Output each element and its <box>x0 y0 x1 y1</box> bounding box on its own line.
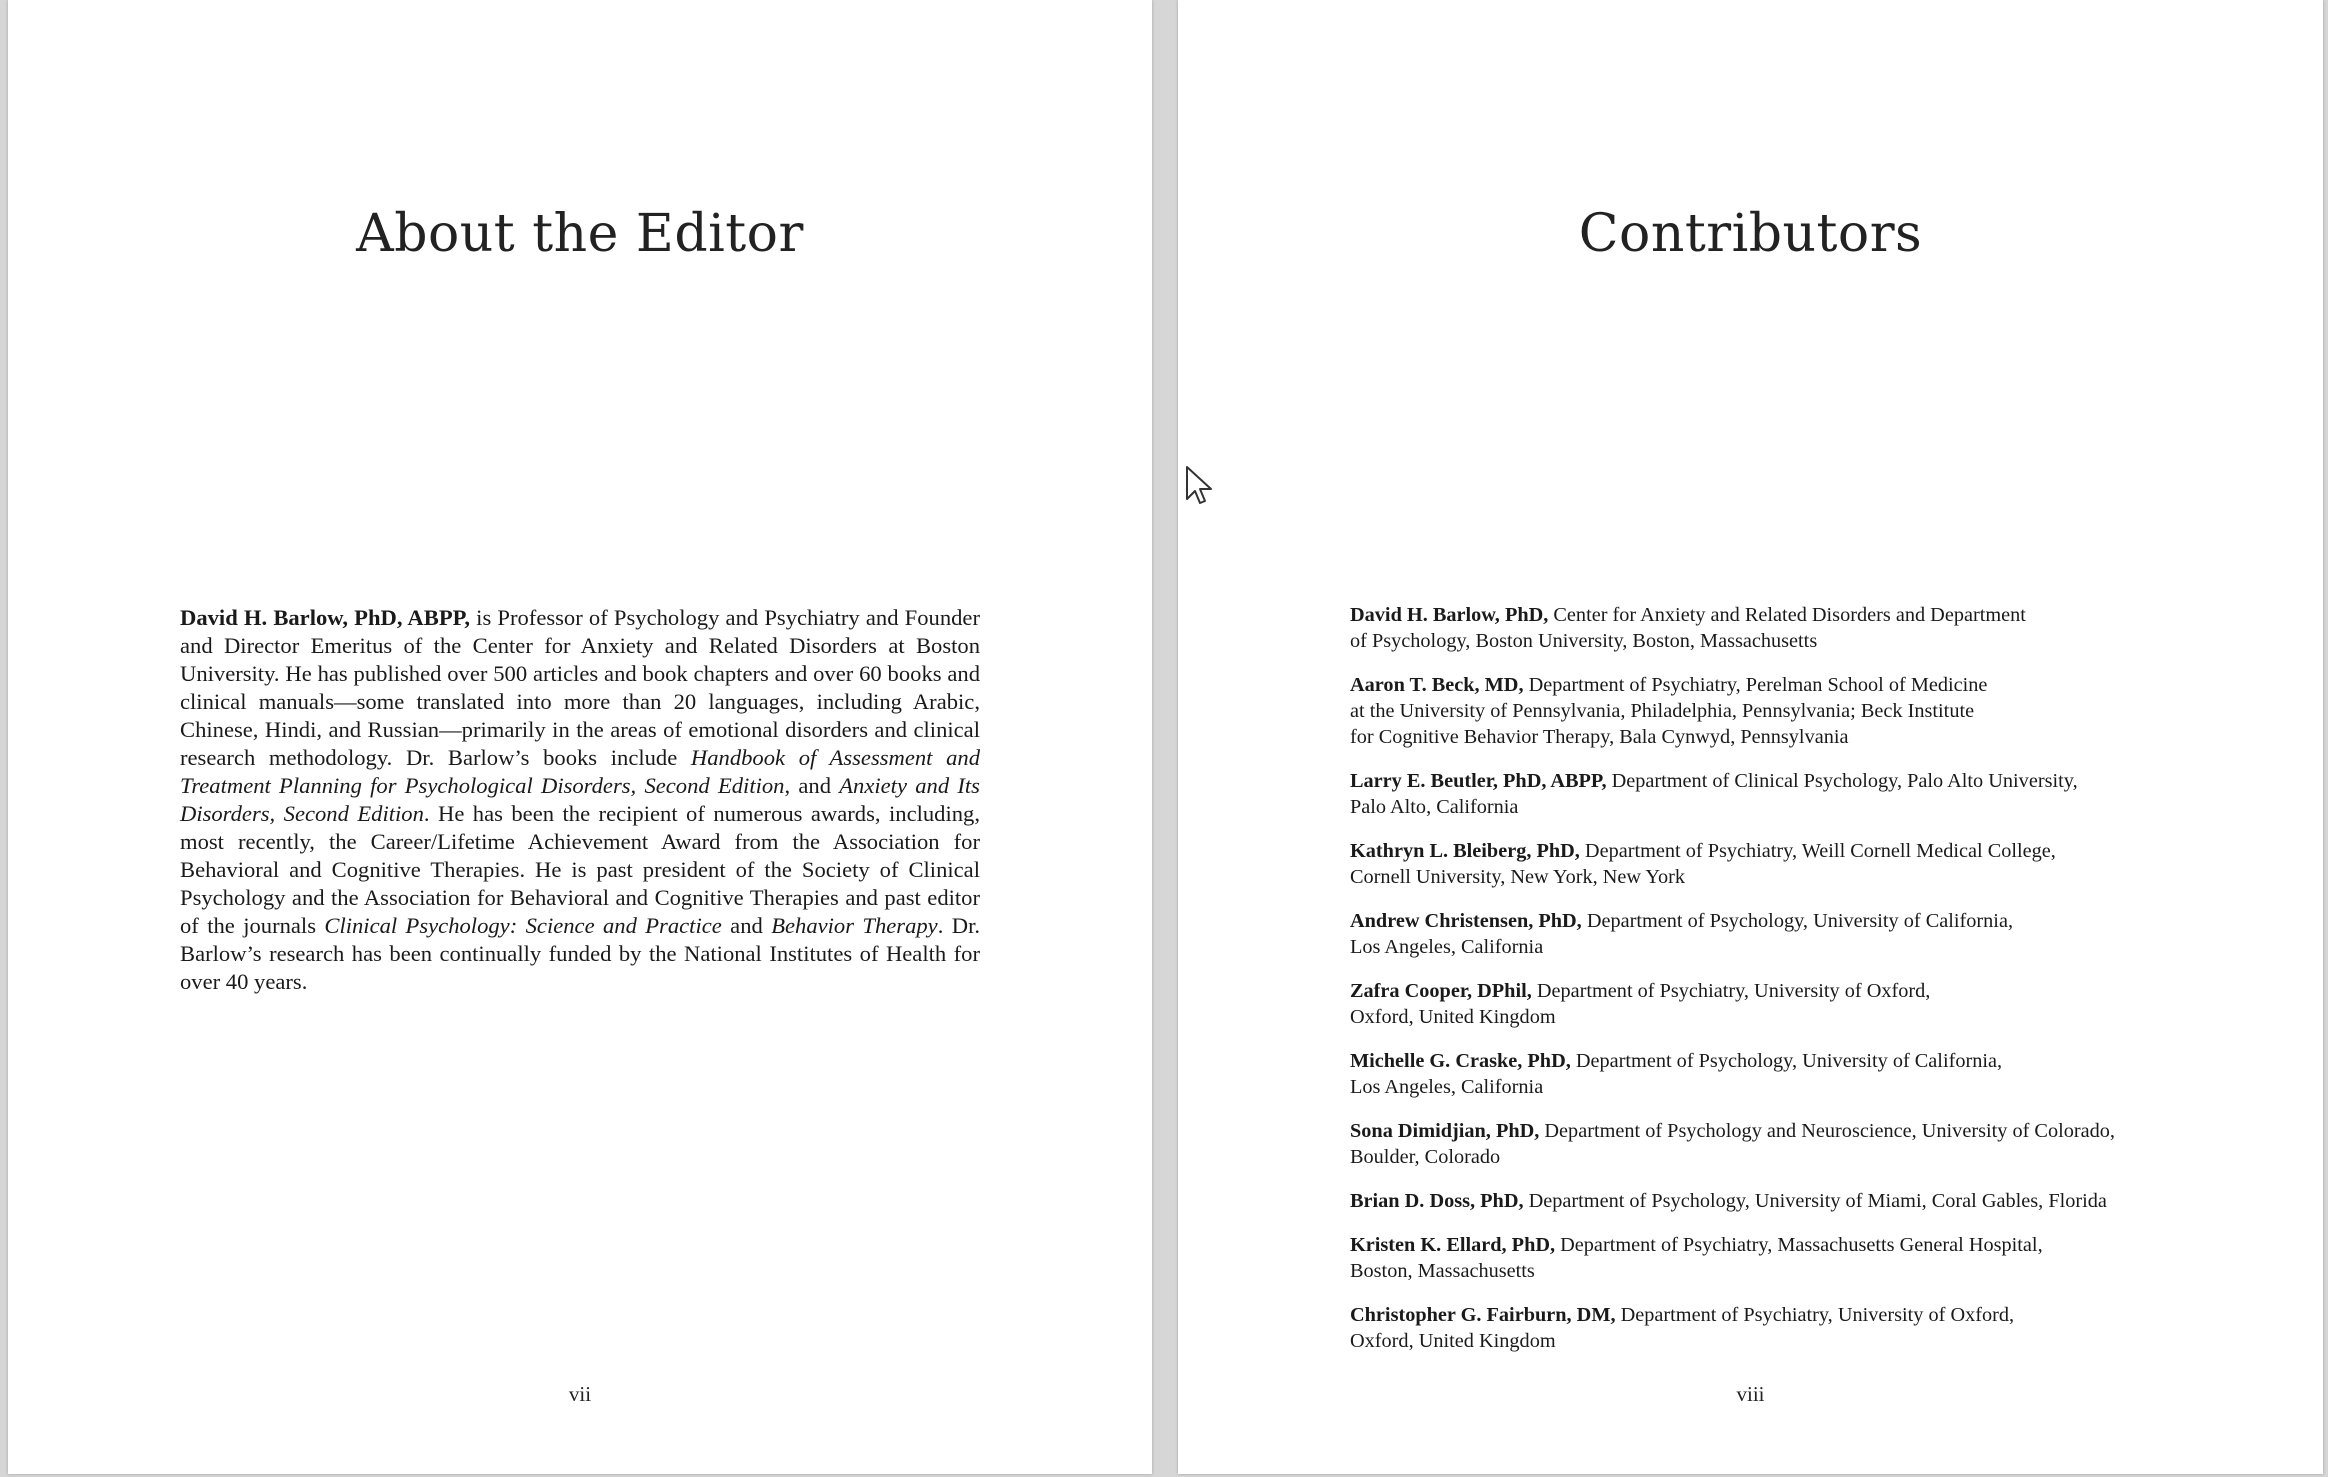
contributor-line <box>1350 908 2230 934</box>
page-title: Contributors <box>1578 204 1923 264</box>
contributor-list <box>1350 602 2230 1372</box>
contributor-affiliation: Oxford, United Kingdom <box>1350 1006 1556 1028</box>
contributor-affiliation: Boston, Massachusetts <box>1350 1260 1535 1282</box>
contributor-entry <box>1350 602 2230 654</box>
contributor-affiliation: Department of Psychology, University of California, <box>1570 1050 2003 1072</box>
contributor-line <box>1350 1144 2230 1170</box>
contributor-affiliation: Oxford, United Kingdom <box>1350 1330 1556 1352</box>
bio-text: . He has been the recipient of numerous awards, including, most recently, the Career/Lifetime Achievement Award from the Association for Behavioral and Cognitive Therapies. He is past president of the Society of Clinical Psychology and the Association for Behavioral and Cognitive Therapies and past editor of the journals <box>180 801 980 938</box>
contributor-name: Brian D. Doss, PhD, <box>1350 1190 1524 1212</box>
contributor-affiliation: Department of Psychiatry, University of Oxford, <box>1531 980 1931 1002</box>
contributor-line <box>1350 978 2230 1004</box>
contributor-name: Christopher G. Fairburn, DM, <box>1350 1304 1616 1326</box>
contributor-affiliation: Department of Psychology, University of Miami, Coral Gables, Florida <box>1523 1190 2107 1212</box>
journal-title: Clinical Psychology: Science and Practice <box>324 913 722 938</box>
contributor-entry <box>1350 768 2230 820</box>
contributor-affiliation: Department of Psychiatry, Perelman School of Medicine <box>1523 674 1988 696</box>
contributor-line <box>1350 1258 2230 1284</box>
contributor-name: David H. Barlow, PhD, <box>1350 604 1549 626</box>
page-number: viii <box>1736 1382 1765 1406</box>
contributor-affiliation: Cornell University, New York, New York <box>1350 866 1686 888</box>
contributor-affiliation: Boulder, Colorado <box>1350 1146 1501 1168</box>
contributor-name: Andrew Christensen, PhD, <box>1350 910 1582 932</box>
contributor-entry <box>1350 672 2230 750</box>
contributor-line <box>1350 1328 2230 1354</box>
contributor-line <box>1350 768 2230 794</box>
contributor-name: Zafra Cooper, DPhil, <box>1350 980 1532 1002</box>
contributor-affiliation: Palo Alto, California <box>1350 796 1519 818</box>
bio-text: . Dr. Barlow’s research has been continually funded by the National Institutes of Health for over 40 years. <box>180 913 980 994</box>
book-title: Handbook of Assessment and Treatment Planning for Psychological Disorders, Second Edition <box>180 745 980 798</box>
editor-bio <box>180 604 980 996</box>
contributor-line <box>1350 698 2230 724</box>
contributor-entry <box>1350 1048 2230 1100</box>
contributor-name: Larry E. Beutler, PhD, ABPP, <box>1350 770 1607 792</box>
contributor-affiliation: Department of Psychology and Neuroscience, University of Colorado, <box>1539 1120 2115 1142</box>
contributor-line <box>1350 864 2230 890</box>
page-right <box>1178 0 2323 1474</box>
contributor-affiliation: Department of Psychiatry, Massachusetts General Hospital, <box>1555 1234 2043 1256</box>
arrow-pointer-icon <box>1185 465 1215 507</box>
page-left <box>8 0 1152 1474</box>
contributor-line <box>1350 1232 2230 1258</box>
contributor-line <box>1350 1074 2230 1100</box>
contributor-entry <box>1350 838 2230 890</box>
contributor-entry <box>1350 908 2230 960</box>
contributor-affiliation: Department of Clinical Psychology, Palo Alto University, <box>1606 770 2078 792</box>
contributor-line <box>1350 1188 2230 1214</box>
page-title: About the Editor <box>356 204 804 264</box>
book-title: Anxiety and Its Disorders, Second Edition <box>180 773 980 826</box>
contributor-name: Sona Dimidjian, PhD, <box>1350 1120 1540 1142</box>
bio-text: is Professor of Psychology and Psychiatry and Founder and Director Emeritus of the Center for Anxiety and Related Disorders at Boston University. He has published over 500 articles and book chapters and over 60 books and clinical manuals—some translated into more than 20 languages, including Arabic, Chinese, Hindi, and Russian—primarily in the areas of emotional disorders and clinical research methodology. Dr. Barlow’s books include <box>180 605 980 770</box>
contributor-affiliation: at the University of Pennsylvania, Philadelphia, Pennsylvania; Beck Institute <box>1350 700 1975 722</box>
contributor-name: Kathryn L. Bleiberg, PhD, <box>1350 840 1580 862</box>
contributor-entry <box>1350 1232 2230 1284</box>
journal-title: Behavior Therapy <box>771 913 938 938</box>
contributor-line <box>1350 724 2230 750</box>
contributor-name: Aaron T. Beck, MD, <box>1350 674 1524 696</box>
contributor-affiliation: Center for Anxiety and Related Disorders and Department <box>1548 604 2026 626</box>
contributor-affiliation: of Psychology, Boston University, Boston, Massachusetts <box>1350 630 1818 652</box>
contributor-affiliation: Los Angeles, California <box>1350 1076 1544 1098</box>
contributor-line <box>1350 838 2230 864</box>
contributor-entry <box>1350 1188 2230 1214</box>
contributor-entry <box>1350 1118 2230 1170</box>
contributor-line <box>1350 1004 2230 1030</box>
contributor-entry <box>1350 978 2230 1030</box>
contributor-affiliation: Los Angeles, California <box>1350 936 1544 958</box>
editor-name: David H. Barlow, PhD, ABPP, <box>180 605 470 630</box>
contributor-line <box>1350 934 2230 960</box>
contributor-name: Michelle G. Craske, PhD, <box>1350 1050 1571 1072</box>
bio-text: and <box>721 913 772 938</box>
contributor-entry <box>1350 1302 2230 1354</box>
bio-text: , and <box>784 773 840 798</box>
contributor-line <box>1350 1118 2230 1144</box>
contributor-line <box>1350 672 2230 698</box>
contributor-affiliation: for Cognitive Behavior Therapy, Bala Cynwyd, Pennsylvania <box>1350 726 1849 748</box>
contributor-affiliation: Department of Psychiatry, University of Oxford, <box>1615 1304 2015 1326</box>
contributor-line <box>1350 628 2230 654</box>
contributor-line <box>1350 602 2230 628</box>
contributor-line <box>1350 1048 2230 1074</box>
page-number: vii <box>568 1382 592 1406</box>
contributor-line <box>1350 1302 2230 1328</box>
contributor-name: Kristen K. Ellard, PhD, <box>1350 1234 1556 1256</box>
contributor-affiliation: Department of Psychiatry, Weill Cornell Medical College, <box>1579 840 2056 862</box>
contributor-line <box>1350 794 2230 820</box>
contributor-affiliation: Department of Psychology, University of California, <box>1581 910 2014 932</box>
